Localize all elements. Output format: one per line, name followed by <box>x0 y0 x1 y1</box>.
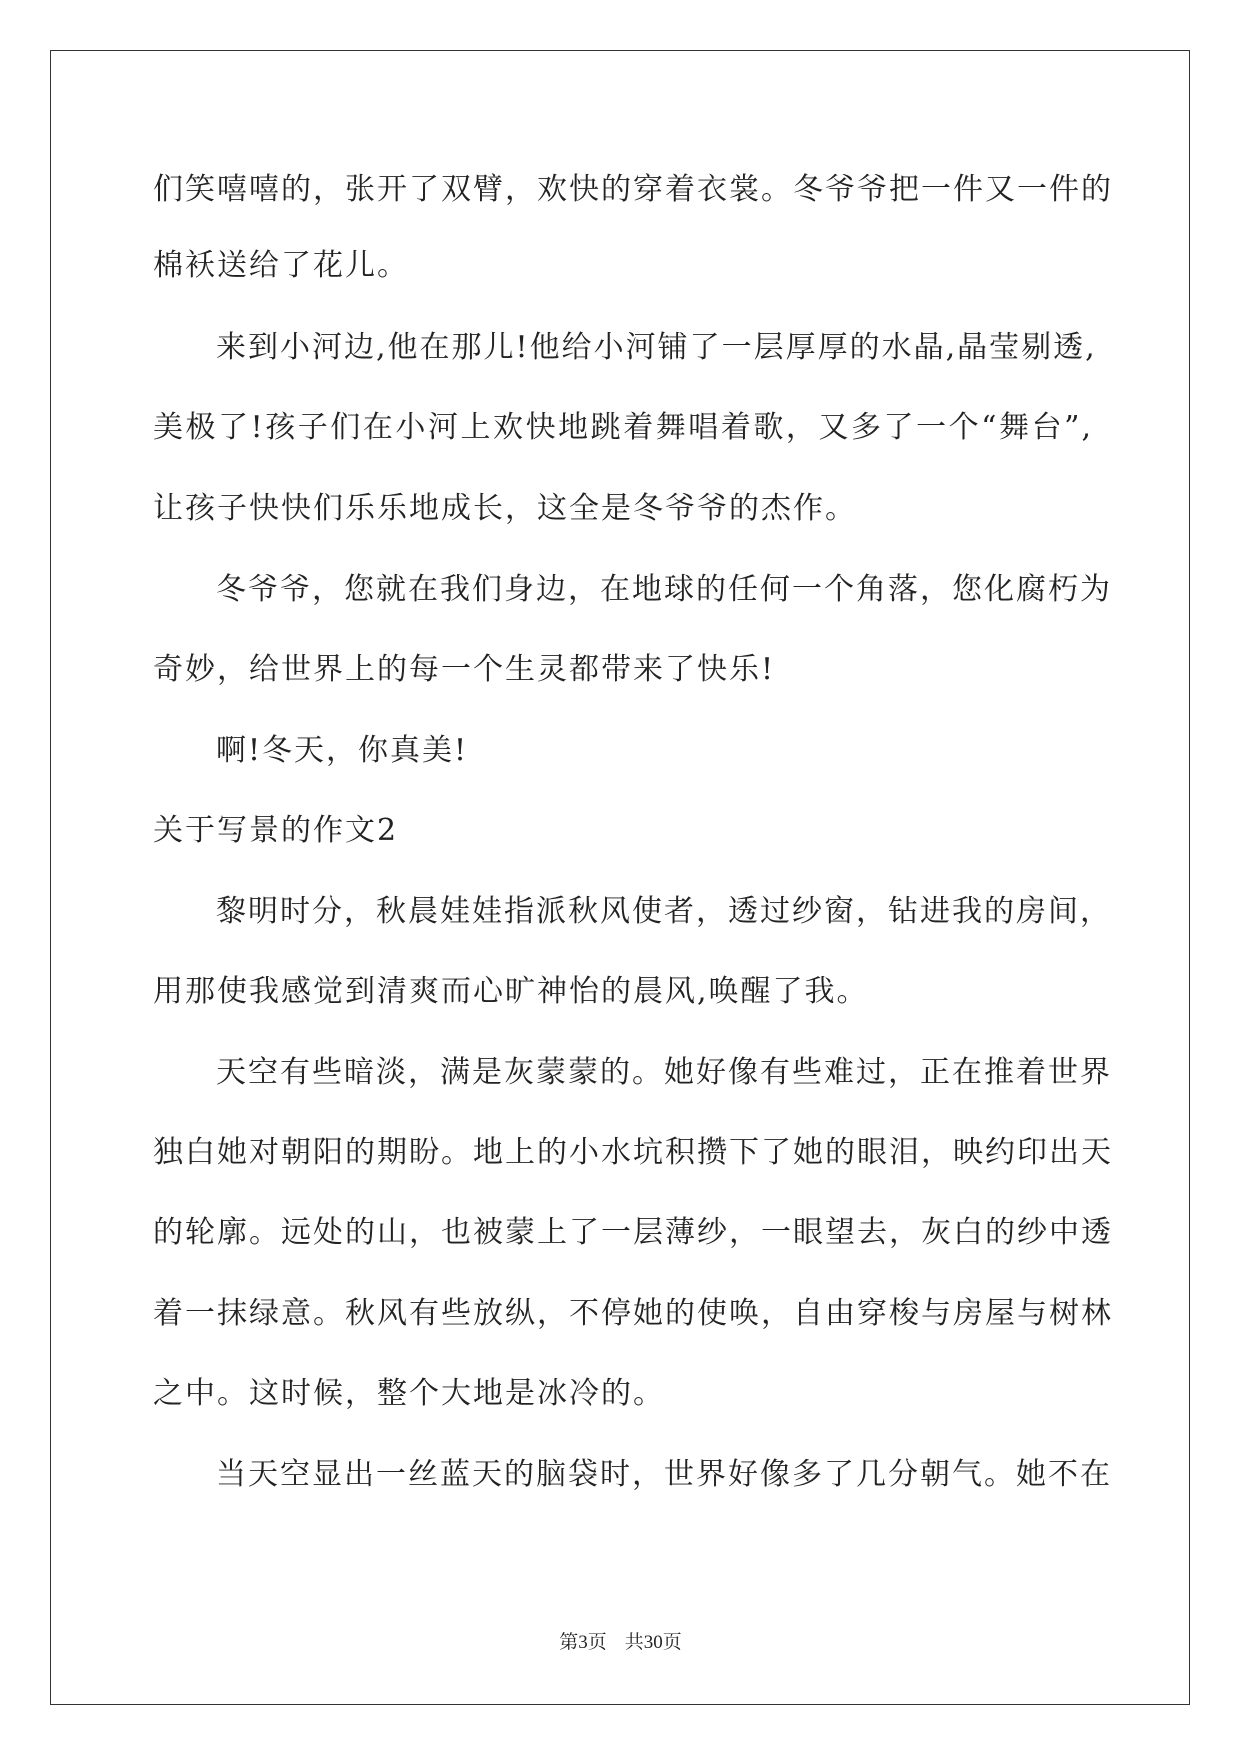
text-line: 天空有些暗淡，满是灰蒙蒙的。她好像有些难过，正在推着世界 <box>216 1055 1112 1090</box>
page-number: 第3页 <box>559 1632 607 1653</box>
text-line: 奇妙，给世界上的每一个生灵都带来了快乐! <box>153 652 776 687</box>
text-line: 棉袄送给了花儿。 <box>153 248 409 283</box>
text-line: 的轮廓。远处的山，也被蒙上了一层薄纱，一眼望去，灰白的纱中透 <box>153 1215 1113 1250</box>
section-heading: 关于写景的作文2 <box>153 813 399 848</box>
text-line: 之中。这时候，整个大地是冰冷的。 <box>153 1376 665 1411</box>
text-line: 当天空显出一丝蓝天的脑袋时，世界好像多了几分朝气。她不在 <box>216 1457 1112 1492</box>
text-line: 独白她对朝阳的期盼。地上的小水坑积攒下了她的眼泪，映约印出天 <box>153 1135 1113 1170</box>
text-line: 黎明时分，秋晨娃娃指派秋风使者，透过纱窗，钻进我的房间， <box>216 894 1112 929</box>
text-line: 来到小河边,他在那儿!他给小河铺了一层厚厚的水晶,晶莹剔透, <box>216 330 1097 365</box>
text-line: 美极了!孩子们在小河上欢快地跳着舞唱着歌，又多了一个“舞台”, <box>153 410 1093 445</box>
text-line: 让孩子快快们乐乐地成长，这全是冬爷爷的杰作。 <box>153 491 857 526</box>
page-total: 共30页 <box>624 1632 682 1653</box>
text-line: 用那使我感觉到清爽而心旷神怡的晨风,唤醒了我。 <box>153 974 869 1009</box>
text-line: 着一抹绿意。秋风有些放纵，不停她的使唤，自由穿梭与房屋与树林 <box>153 1296 1113 1331</box>
page-footer <box>0 1631 1241 1655</box>
text-line: 啊!冬天，你真美! <box>216 733 469 768</box>
text-line: 们笑嘻嘻的，张开了双臂，欢快的穿着衣裳。冬爷爷把一件又一件的 <box>153 172 1113 207</box>
text-line: 冬爷爷，您就在我们身边，在地球的任何一个角落，您化腐朽为 <box>216 572 1112 607</box>
